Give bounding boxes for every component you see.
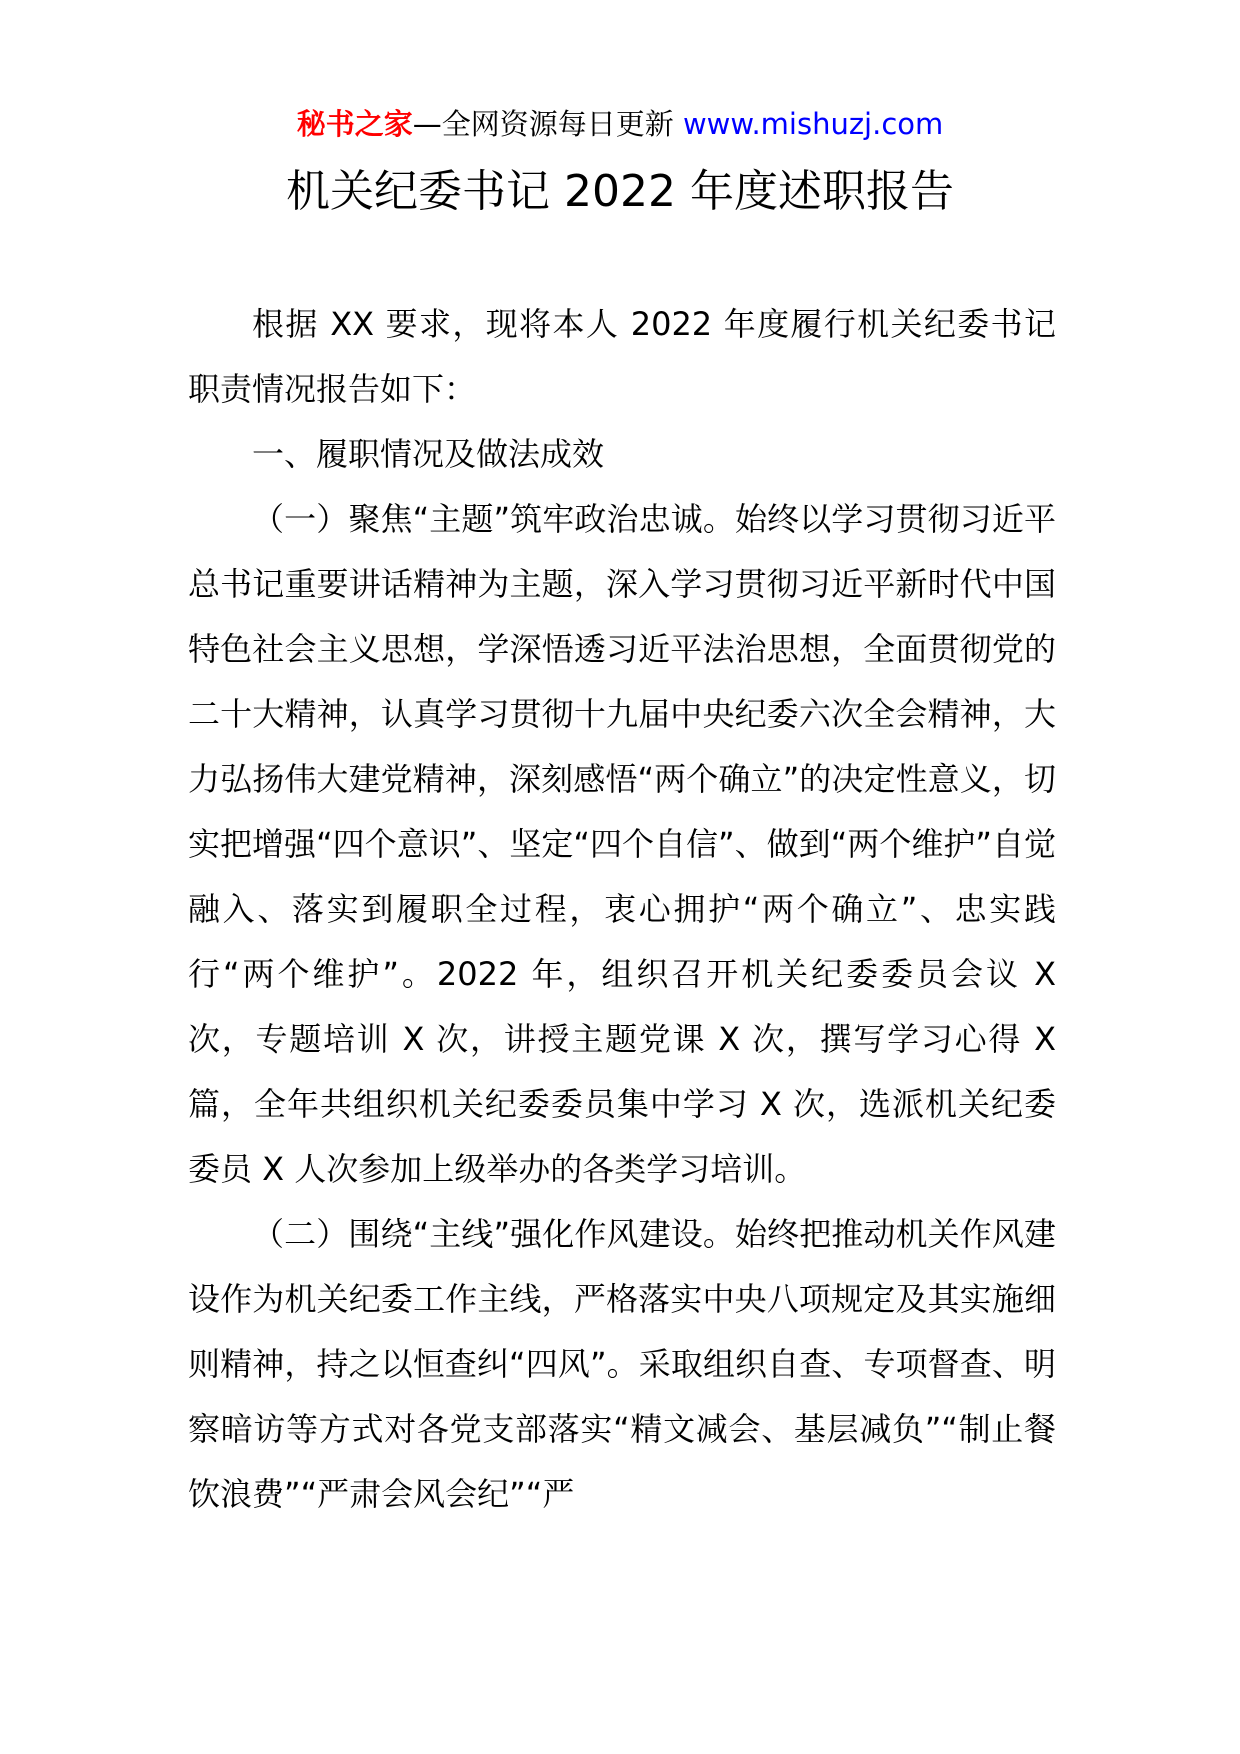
document-body [188,292,1056,1527]
header-slogan: —全网资源每日更新 [412,107,674,141]
brand-name: 秘书之家 [296,107,413,141]
section-heading: 一、履职情况及做法成效 [252,435,605,473]
document-title: 机关纪委书记 2022 年度述职报告 [286,166,954,217]
intro-paragraph: 根据 XX 要求，现将本人 2022 年度履行机关纪委书记职责情况报告如下： [188,305,1056,408]
body-paragraph: （一）聚焦“主题”筑牢政治忠诚。始终以学习贯彻习近平总书记重要讲话精神为主题，深入学习贯彻习近平新时代中国特色社会主义思想，学深悟透习近平法治思想，全面贯彻党的二十大精神，认真学习贯彻十九届中央纪委六次全会精神，大力弘扬伟大建党精神，深刻感悟“两个确立”的决定性意义，切实把增强“四个意识”、坚定“四个自信”、做到“两个维护”自觉融入、落实到履职全过程，衷心拥护“两个确立”、忠实践行“两个维护”。2022 年，组织召开机关纪委委员会议 X 次，专题培训 X 次，讲授主题党课 X 次，撰写学习心得 X 篇，全年共组织机关纪委委员集中学习 X 次，选派机关纪委委员 X 人次参加上级举办的各类学习培训。 [188,500,1056,1188]
body-paragraph: （二）围绕“主线”强化作风建设。始终把推动机关作风建设作为机关纪委工作主线，严格落实中央八项规定及其实施细则精神，持之以恒查纠“四风”。采取组织自查、专项督查、明察暗访等方式对各党支部落实“精文减会、基层减负”“制止餐饮浪费”“严肃会风会纪”“严 [188,1215,1056,1513]
website-link[interactable]: www.mishuzj.com [682,107,944,141]
header-banner [0,100,1240,148]
